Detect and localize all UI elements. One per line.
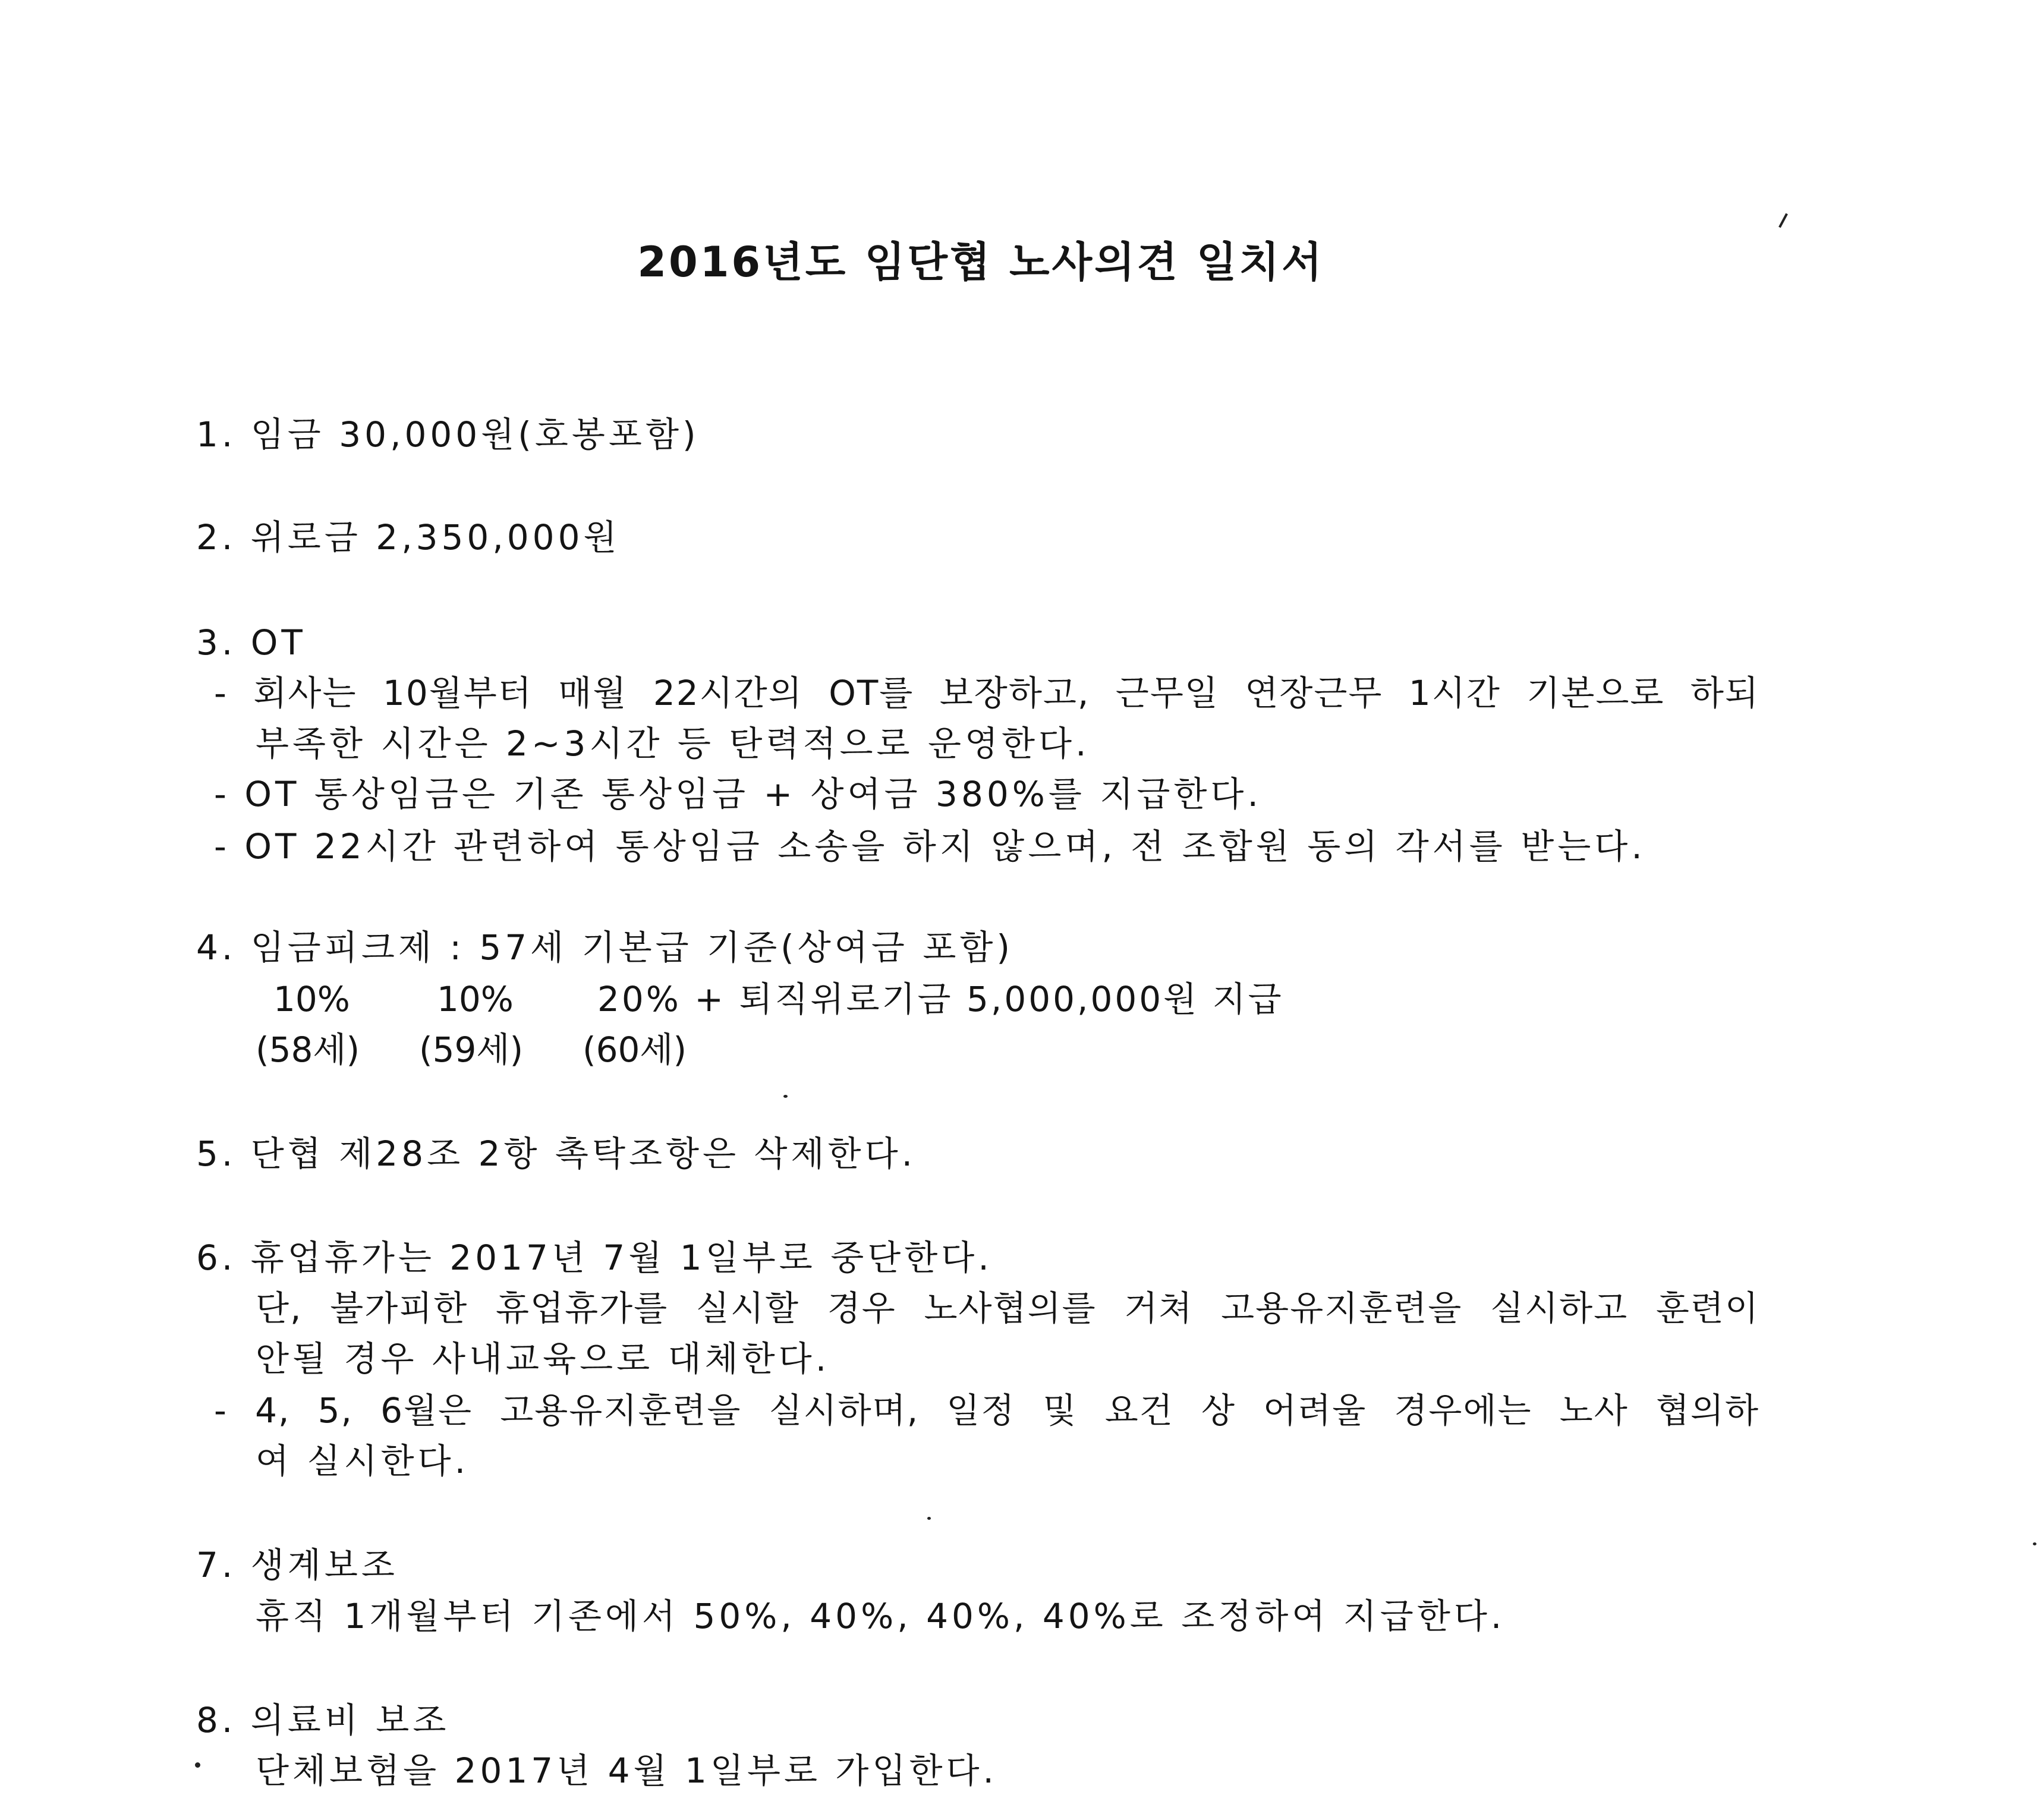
item-4-age-59: (59세) — [419, 1029, 524, 1070]
item-6-paragraph-line-2: 안될 경우 사내교육으로 대체한다. — [256, 1339, 830, 1379]
item-4-rate-58: 10% — [273, 979, 350, 1019]
item-3-bullet-1-line-2: 부족한 시간은 2~3시간 등 탄력적으로 운영한다. — [256, 723, 1090, 764]
item-8-text: 단체보험을 2017년 4월 1일부로 가입한다. — [256, 1750, 997, 1791]
item-4-rate-59: 10% — [437, 979, 514, 1019]
item-7-text: 휴직 1개월부터 기존에서 50%, 40%, 40%, 40%로 조정하여 지급한다. — [256, 1596, 1506, 1636]
item-2: 2. 위로금 2,350,000원 — [196, 517, 621, 558]
document-title: 2016년도 임단협 노사의견 일치서 — [637, 238, 1324, 286]
item-3-bullet-3: - OT 22시간 관련하여 통상임금 소송을 하지 않으며, 전 조합원 동의 각서를 받는다. — [214, 826, 1646, 867]
scan-speck — [927, 1517, 931, 1520]
item-6-bullet-line-2: 여 실시한다. — [256, 1441, 470, 1481]
item-4-age-58: (58세) — [256, 1029, 360, 1070]
item-4-heading: 4. 임금피크제 : 57세 기본급 기준(상여금 포함) — [196, 927, 1014, 968]
item-7-heading: 7. 생계보조 — [196, 1545, 398, 1585]
item-4-age-60: (60세) — [583, 1029, 687, 1070]
item-5: 5. 단협 제28조 2항 촉탁조항은 삭제한다. — [196, 1133, 917, 1174]
scan-speck — [2033, 1542, 2036, 1545]
scan-speck — [783, 1095, 788, 1098]
item-3-bullet-2: - OT 통상임금은 기존 통상임금 + 상여금 380%를 지급한다. — [214, 774, 1262, 814]
scan-speck — [195, 1762, 200, 1768]
item-3-heading: 3. OT — [196, 622, 306, 663]
item-1: 1. 임금 30,000원(호봉포함) — [196, 414, 700, 455]
item-6-paragraph-line-1: 단, 불가피한 휴업휴가를 실시할 경우 노사협의를 거쳐 고용유지훈련을 실시하고 훈련이 — [256, 1288, 1759, 1328]
item-4-rate-60: 20% + 퇴직위로기금 5,000,000원 지급 — [597, 979, 1284, 1019]
item-6-bullet-line-1: - 4, 5, 6월은 고용유지훈련을 실시하며, 일정 및 요건 상 어려울 경우에는 노사 협의하 — [214, 1390, 1759, 1431]
item-8-heading: 8. 의료비 보조 — [196, 1700, 450, 1740]
item-3-bullet-1-line-1: - 회사는 10월부터 매월 22시간의 OT를 보장하고, 근무일 연장근무 1시간 기본으로 하되 — [214, 673, 1759, 713]
item-6-heading: 6. 휴업휴가는 2017년 7월 1일부로 중단한다. — [196, 1238, 993, 1278]
scan-mark — [1778, 213, 1788, 228]
